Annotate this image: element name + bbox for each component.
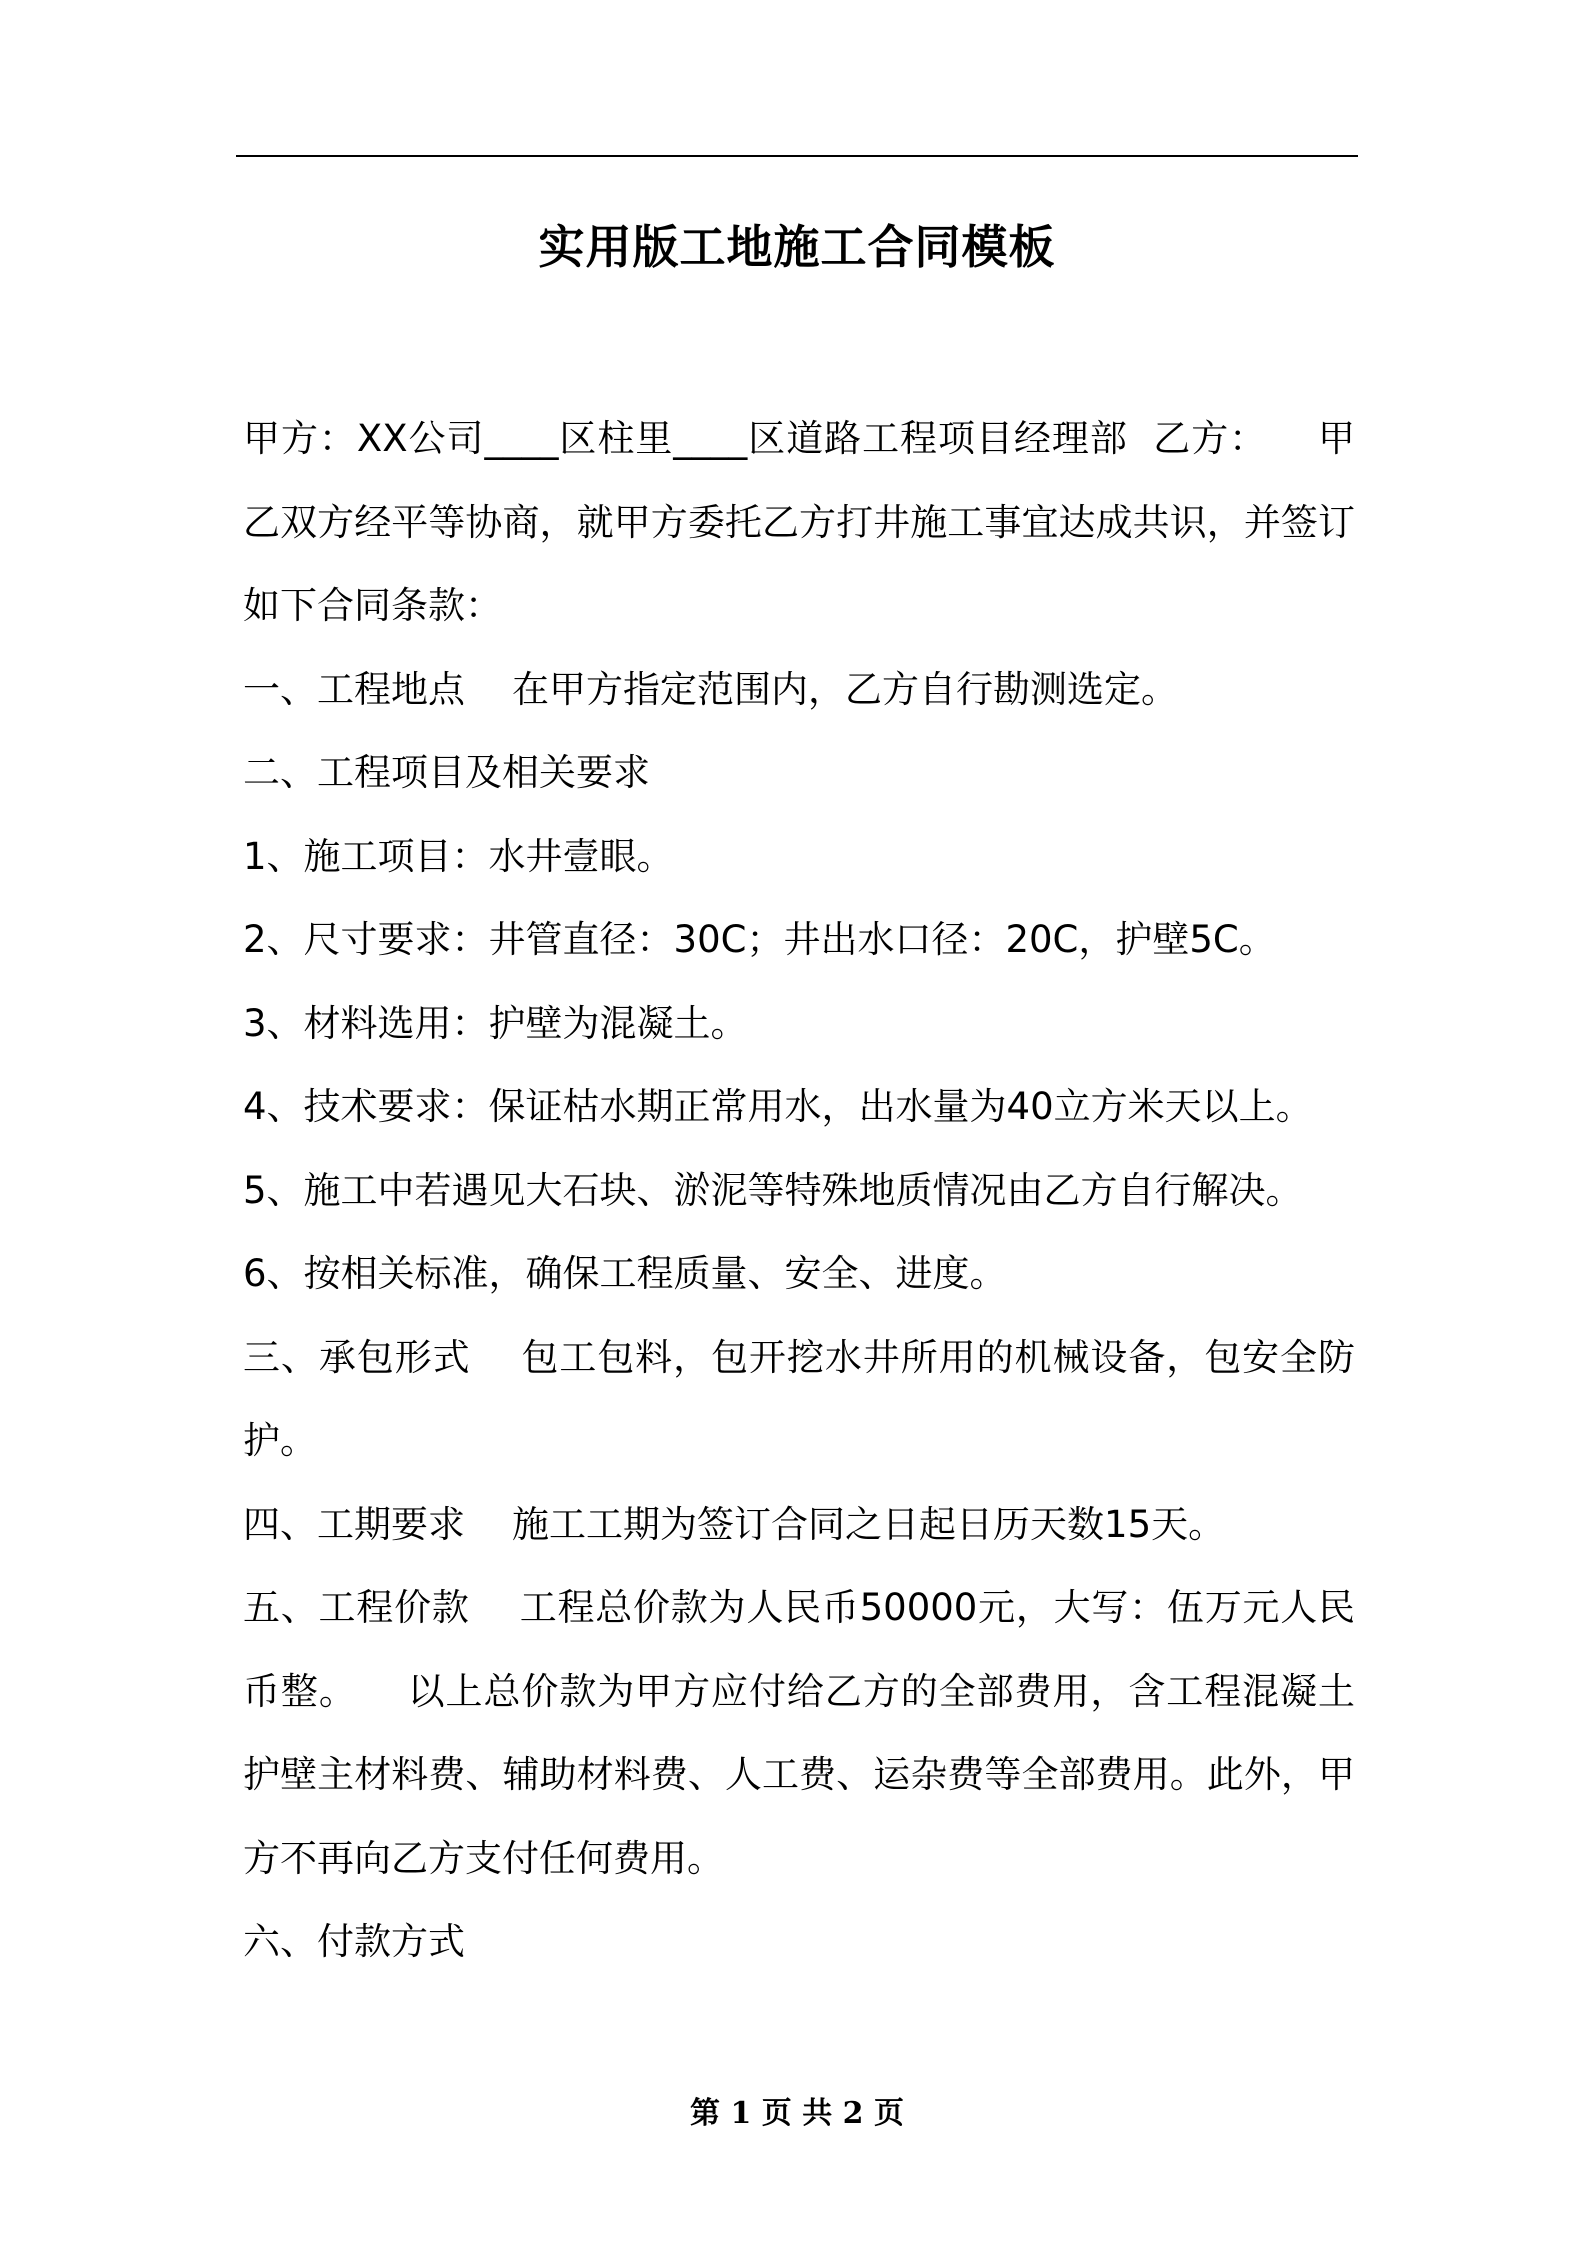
clause-2-item-3: 3、材料选用：护壁为混凝土。 — [243, 1001, 748, 1045]
header-rule — [236, 155, 1358, 157]
clause-1-location: 一、工程地点 在甲方指定范围内，乙方自行勘测选定。 — [243, 667, 1179, 711]
clause-2-item-4: 4、技术要求：保证枯水期正常用水，出水量为40立方米天以上。 — [243, 1085, 1313, 1128]
contract-body — [243, 397, 1355, 1984]
page-number-footer: 第 1 页 共 2 页 — [690, 2096, 904, 2131]
document-title: 实用版工地施工合同模板 — [538, 220, 1056, 274]
clause-5-price: 五、工程价款 工程总价款为人民币50000元，大写：伍万元人民币整。 以上总价款为甲方应付给乙方的全部费用，含工程混凝土护壁主材料费、辅助材料费、人工费、运杂费等全部费用。此外，甲方不再向乙方支付任何费用。 — [243, 1586, 1355, 1880]
clause-2-item-5: 5、施工中若遇见大石块、淤泥等特殊地质情况由乙方自行解决。 — [243, 1168, 1303, 1212]
clause-2-item-1: 1、施工项目：水井壹眼。 — [243, 834, 674, 878]
clause-2-heading: 二、工程项目及相关要求 — [243, 751, 650, 794]
clause-2-item-2: 2、尺寸要求：井管直径：30C；井出水口径：20C，护壁5C。 — [243, 918, 1276, 961]
party-intro-paragraph: 甲方：XX公司____区柱里____区道路工程项目经理部 乙方： 甲乙双方经平等协商，就甲方委托乙方打井施工事宜达成共识，并签订如下合同条款： — [243, 417, 1355, 627]
clause-6-payment-heading: 六、付款方式 — [243, 1920, 465, 1963]
clause-4-schedule: 四、工期要求 施工工期为签订合同之日起日历天数15天。 — [243, 1502, 1226, 1546]
clause-3-contract-form: 三、承包形式 包工包料，包开挖水井所用的机械设备，包安全防护。 — [243, 1335, 1355, 1462]
clause-2-item-6: 6、按相关标准，确保工程质量、安全、进度。 — [243, 1252, 1007, 1295]
